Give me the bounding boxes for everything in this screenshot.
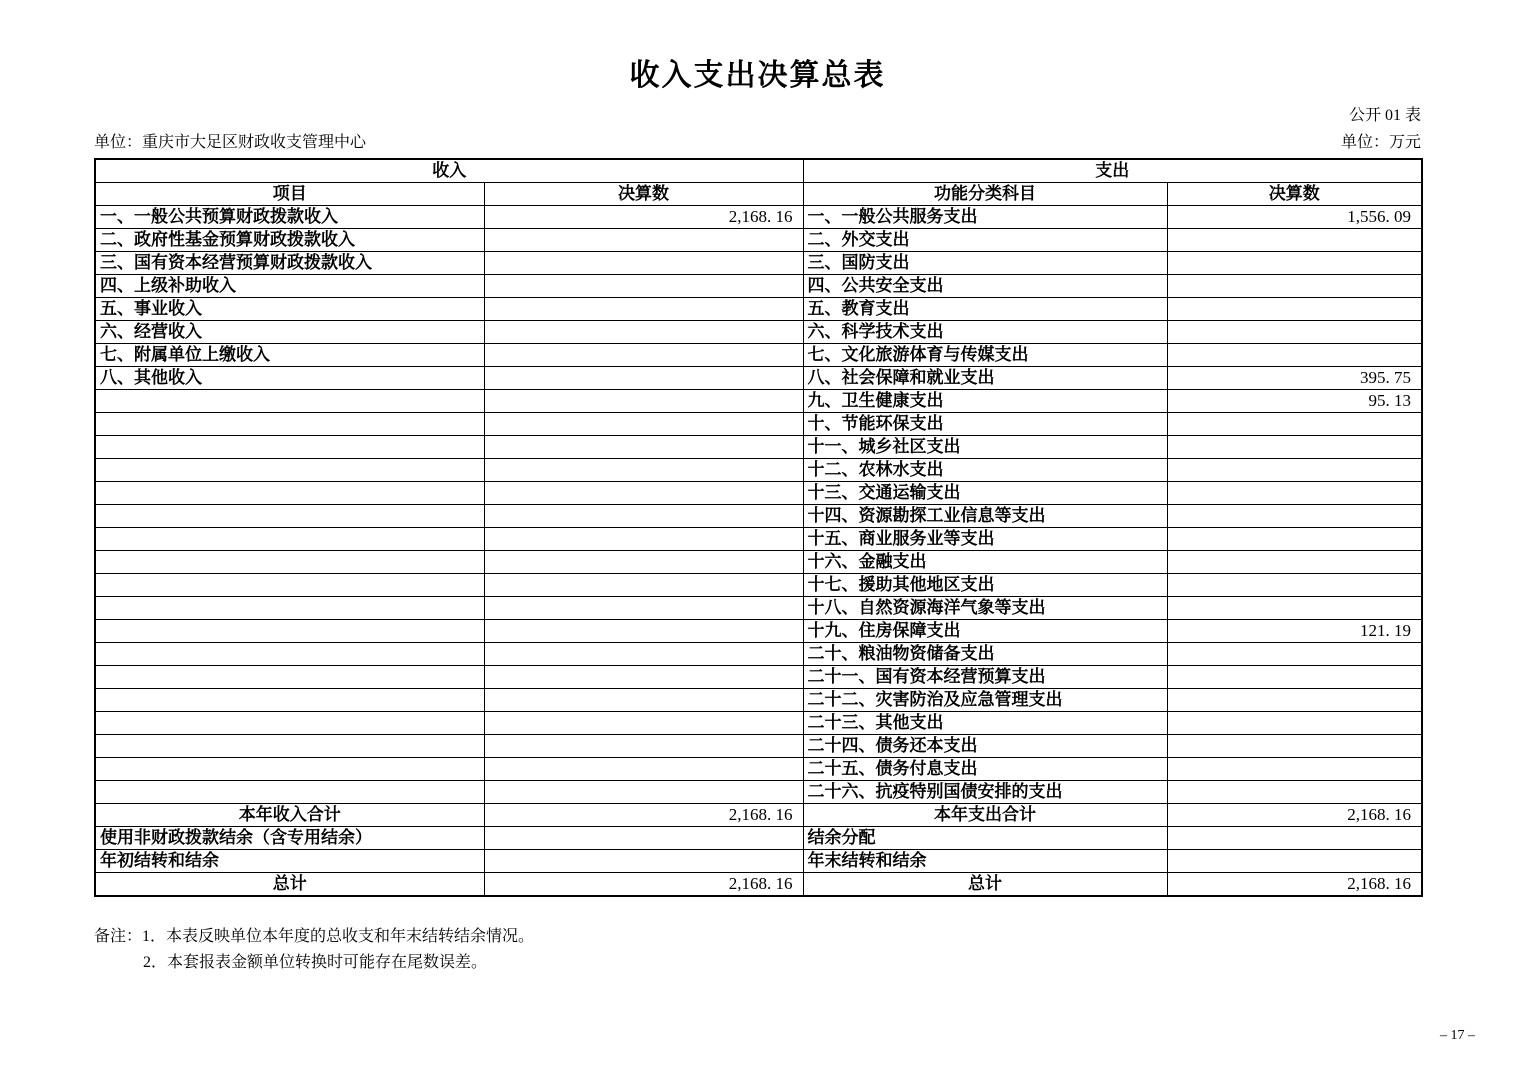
income-value-cell [484, 850, 803, 873]
income-value-cell [484, 413, 803, 436]
income-item-cell [95, 436, 484, 459]
income-item-cell [95, 413, 484, 436]
expense-item-cell: 二十六、抗疫特别国债安排的支出 [803, 781, 1167, 804]
income-item-cell [95, 574, 484, 597]
table-row [95, 666, 1422, 689]
income-value-cell [484, 367, 803, 390]
income-item-cell [95, 528, 484, 551]
expense-item-column-header: 功能分类科目 [803, 183, 1167, 206]
table-row [95, 275, 1422, 298]
income-item-cell [95, 712, 484, 735]
expense-value-cell [1167, 827, 1422, 850]
income-item-cell [95, 643, 484, 666]
expense-amount-column-header: 决算数 [1167, 183, 1422, 206]
expense-value-cell [1167, 436, 1422, 459]
income-value-cell [484, 229, 803, 252]
expense-item-cell: 十一、城乡社区支出 [803, 436, 1167, 459]
table-row [95, 505, 1422, 528]
income-item-cell [95, 505, 484, 528]
income-value-cell [484, 528, 803, 551]
income-value-cell: 2,168. 16 [484, 873, 803, 897]
expense-item-cell: 二、外交支出 [803, 229, 1167, 252]
income-item-cell: 七、附属单位上缴收入 [95, 344, 484, 367]
expense-item-cell: 十七、援助其他地区支出 [803, 574, 1167, 597]
expense-value-cell: 121. 19 [1167, 620, 1422, 643]
table-row [95, 689, 1422, 712]
table-row [95, 781, 1422, 804]
income-item-column-header: 项目 [95, 183, 484, 206]
income-value-cell [484, 597, 803, 620]
income-item-cell [95, 735, 484, 758]
expense-value-cell [1167, 229, 1422, 252]
table-row [95, 459, 1422, 482]
expense-item-cell: 二十五、债务付息支出 [803, 758, 1167, 781]
expense-value-cell [1167, 758, 1422, 781]
income-value-cell [484, 390, 803, 413]
expense-item-cell: 八、社会保障和就业支出 [803, 367, 1167, 390]
expense-item-cell: 二十、粮油物资储备支出 [803, 643, 1167, 666]
income-item-cell [95, 551, 484, 574]
expense-value-cell [1167, 275, 1422, 298]
meta-row [94, 129, 1421, 152]
income-value-cell [484, 344, 803, 367]
income-value-cell [484, 735, 803, 758]
income-value-cell [484, 505, 803, 528]
table-row [95, 597, 1422, 620]
table-row [95, 804, 1422, 827]
income-amount-column-header: 决算数 [484, 183, 803, 206]
expense-value-cell [1167, 252, 1422, 275]
income-value-cell: 2,168. 16 [484, 206, 803, 229]
note-line-2: 2．本套报表金额单位转换时可能存在尾数误差。 [143, 954, 488, 971]
expense-item-cell: 十、节能环保支出 [803, 413, 1167, 436]
income-item-cell [95, 597, 484, 620]
page-number: – 17 – [1440, 1028, 1475, 1043]
table-row [95, 620, 1422, 643]
income-value-cell [484, 275, 803, 298]
expense-value-cell [1167, 551, 1422, 574]
income-item-cell: 使用非财政拨款结余（含专用结余） [95, 827, 484, 850]
income-item-cell: 二、政府性基金预算财政拨款收入 [95, 229, 484, 252]
expense-item-cell: 十二、农林水支出 [803, 459, 1167, 482]
expense-item-cell: 结余分配 [803, 827, 1167, 850]
expense-item-cell: 二十三、其他支出 [803, 712, 1167, 735]
expense-value-cell [1167, 781, 1422, 804]
expense-item-cell: 七、文化旅游体育与传媒支出 [803, 344, 1167, 367]
income-value-cell [484, 643, 803, 666]
expense-value-cell [1167, 344, 1422, 367]
budget-summary-table [94, 158, 1423, 897]
income-value-cell [484, 298, 803, 321]
expense-item-cell: 九、卫生健康支出 [803, 390, 1167, 413]
expense-item-cell: 六、科学技术支出 [803, 321, 1167, 344]
expense-item-cell: 十五、商业服务业等支出 [803, 528, 1167, 551]
income-item-cell [95, 459, 484, 482]
expense-value-cell: 95. 13 [1167, 390, 1422, 413]
income-item-cell: 本年收入合计 [95, 804, 484, 827]
expense-item-cell: 本年支出合计 [803, 804, 1167, 827]
income-item-cell: 五、事业收入 [95, 298, 484, 321]
income-item-cell: 总计 [95, 873, 484, 897]
table-row [95, 390, 1422, 413]
expense-item-cell: 二十四、债务还本支出 [803, 735, 1167, 758]
page-title: 收入支出决算总表 [629, 59, 886, 92]
table-row [95, 712, 1422, 735]
expense-value-cell [1167, 321, 1422, 344]
table-row [95, 367, 1422, 390]
income-item-cell [95, 620, 484, 643]
table-row [95, 735, 1422, 758]
table-row [95, 321, 1422, 344]
income-value-cell [484, 252, 803, 275]
expense-item-cell: 三、国防支出 [803, 252, 1167, 275]
notes-block [94, 924, 1421, 976]
income-value-cell [484, 574, 803, 597]
section-header-row [95, 159, 1422, 183]
expense-item-cell: 二十二、灾害防治及应急管理支出 [803, 689, 1167, 712]
income-item-cell: 一、一般公共预算财政拨款收入 [95, 206, 484, 229]
table-row [95, 344, 1422, 367]
income-value-cell [484, 482, 803, 505]
income-item-cell: 四、上级补助收入 [95, 275, 484, 298]
income-item-cell: 八、其他收入 [95, 367, 484, 390]
expense-item-cell: 十六、金融支出 [803, 551, 1167, 574]
expense-section-header: 支出 [803, 159, 1422, 183]
expense-value-cell [1167, 528, 1422, 551]
org-unit-label: 单位：重庆市大足区财政收支管理中心 [94, 134, 367, 151]
expense-item-cell: 二十一、国有资本经营预算支出 [803, 666, 1167, 689]
income-item-cell: 六、经营收入 [95, 321, 484, 344]
expense-value-cell: 2,168. 16 [1167, 804, 1422, 827]
income-value-cell [484, 689, 803, 712]
income-value-cell [484, 321, 803, 344]
expense-value-cell [1167, 413, 1422, 436]
expense-value-cell [1167, 666, 1422, 689]
income-value-cell [484, 758, 803, 781]
expense-value-cell: 395. 75 [1167, 367, 1422, 390]
income-value-cell [484, 459, 803, 482]
table-row [95, 643, 1422, 666]
expense-value-cell [1167, 574, 1422, 597]
income-item-cell [95, 758, 484, 781]
expense-item-cell: 五、教育支出 [803, 298, 1167, 321]
expense-value-cell [1167, 643, 1422, 666]
expense-item-cell: 十九、住房保障支出 [803, 620, 1167, 643]
income-item-cell: 年初结转和结余 [95, 850, 484, 873]
table-row [95, 482, 1422, 505]
table-row [95, 827, 1422, 850]
income-value-cell [484, 551, 803, 574]
table-row [95, 551, 1422, 574]
income-value-cell [484, 436, 803, 459]
income-value-cell: 2,168. 16 [484, 804, 803, 827]
table-row [95, 413, 1422, 436]
expense-value-cell [1167, 459, 1422, 482]
currency-unit-label: 单位：万元 [1340, 134, 1421, 151]
expense-value-cell [1167, 298, 1422, 321]
income-item-cell [95, 390, 484, 413]
expense-item-cell: 年末结转和结余 [803, 850, 1167, 873]
table-row [95, 436, 1422, 459]
column-header-row [95, 183, 1422, 206]
income-value-cell [484, 781, 803, 804]
table-code-label: 公开 01 表 [1348, 107, 1421, 124]
income-item-cell: 三、国有资本经营预算财政拨款收入 [95, 252, 484, 275]
income-item-cell [95, 666, 484, 689]
expense-item-cell: 一、一般公共服务支出 [803, 206, 1167, 229]
expense-value-cell [1167, 505, 1422, 528]
table-row [95, 252, 1422, 275]
income-item-cell [95, 781, 484, 804]
table-row [95, 873, 1422, 897]
expense-item-cell: 总计 [803, 873, 1167, 897]
table-body [95, 206, 1422, 897]
expense-value-cell [1167, 689, 1422, 712]
table-row [95, 574, 1422, 597]
expense-value-cell: 1,556. 09 [1167, 206, 1422, 229]
expense-value-cell: 2,168. 16 [1167, 873, 1422, 897]
table-row [95, 758, 1422, 781]
table-row [95, 528, 1422, 551]
expense-item-cell: 十四、资源勘探工业信息等支出 [803, 505, 1167, 528]
table-row [95, 206, 1422, 229]
expense-value-cell [1167, 850, 1422, 873]
income-value-cell [484, 620, 803, 643]
expense-item-cell: 十三、交通运输支出 [803, 482, 1167, 505]
expense-value-cell [1167, 482, 1422, 505]
income-section-header: 收入 [95, 159, 803, 183]
table-row [95, 298, 1422, 321]
expense-value-cell [1167, 597, 1422, 620]
expense-item-cell: 十八、自然资源海洋气象等支出 [803, 597, 1167, 620]
income-item-cell [95, 482, 484, 505]
income-value-cell [484, 666, 803, 689]
table-row [95, 850, 1422, 873]
expense-item-cell: 四、公共安全支出 [803, 275, 1167, 298]
table-row [95, 229, 1422, 252]
income-item-cell [95, 689, 484, 712]
expense-value-cell [1167, 735, 1422, 758]
note-line-1: 备注：1．本表反映单位本年度的总收支和年末结转结余情况。 [94, 928, 535, 945]
income-value-cell [484, 712, 803, 735]
income-value-cell [484, 827, 803, 850]
expense-value-cell [1167, 712, 1422, 735]
